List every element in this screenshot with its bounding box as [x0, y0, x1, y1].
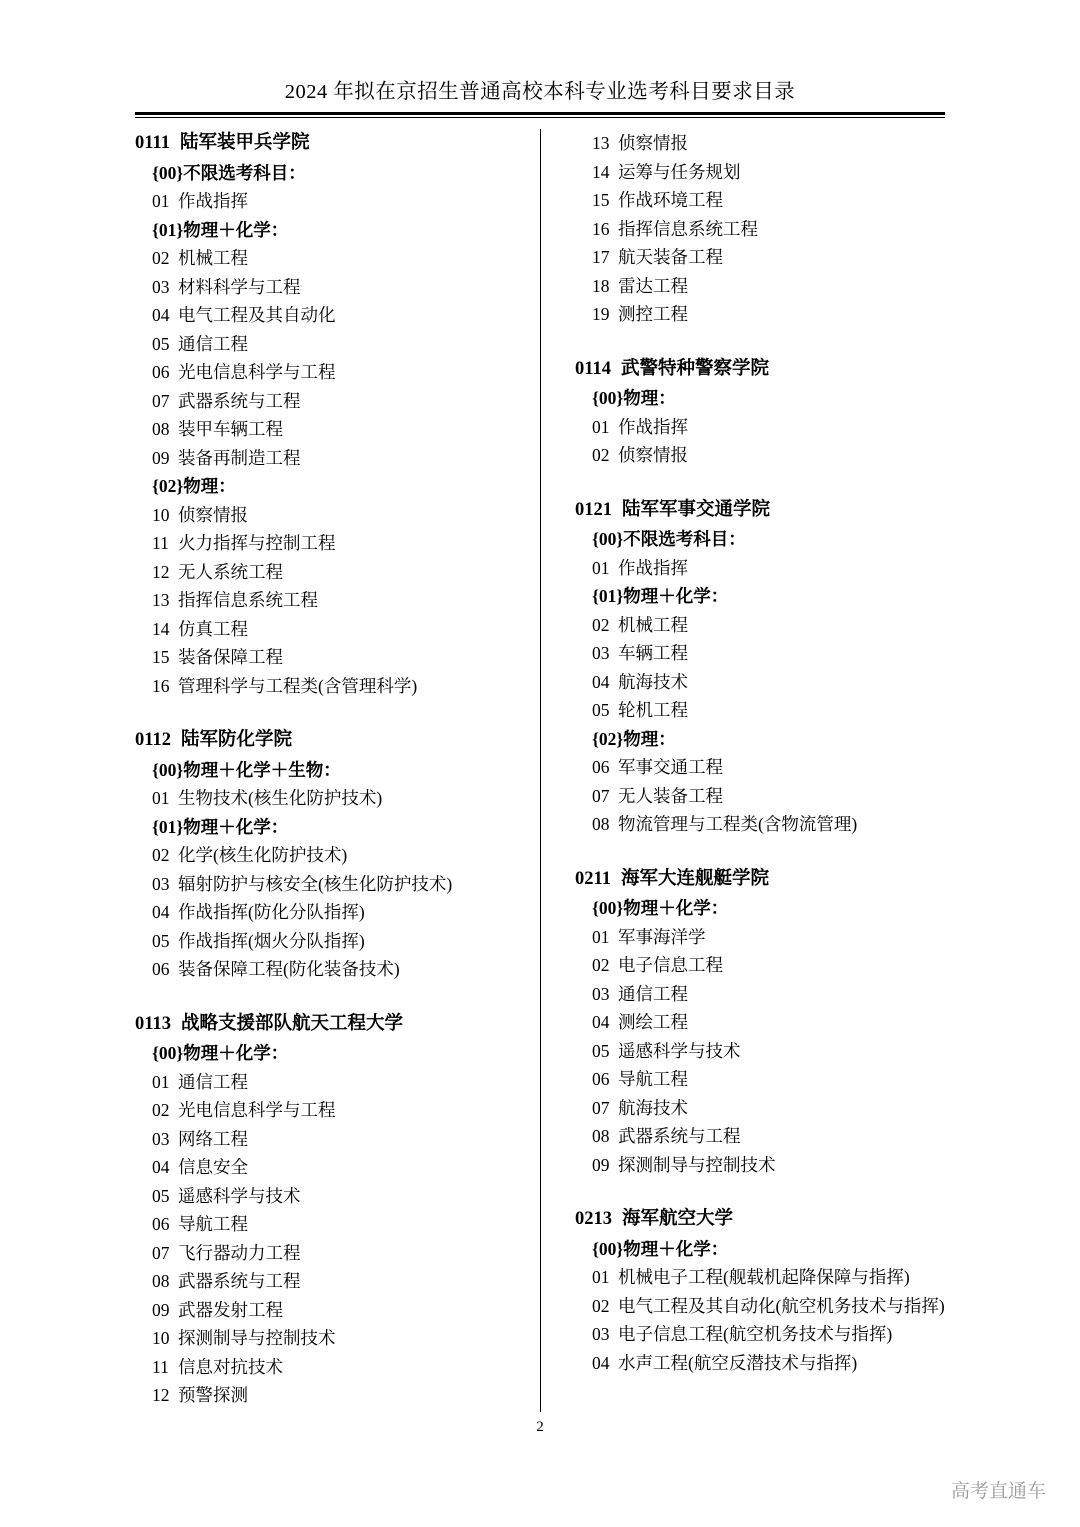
school-code: 0121: [575, 499, 612, 520]
subject-requirement-group: {01}物理＋化学：: [152, 219, 289, 240]
major-item: [575, 186, 945, 215]
major-item: [575, 1094, 945, 1123]
major-number: 08: [592, 1126, 610, 1146]
major-name: 军事海洋学: [618, 926, 706, 947]
major-number: 13: [152, 590, 170, 610]
major-number: 03: [592, 643, 610, 663]
school-name: 陆军装甲兵学院: [179, 133, 310, 153]
major-item: [575, 639, 945, 668]
major-item: [135, 529, 514, 558]
major-item: [135, 1125, 514, 1154]
major-item: [575, 611, 945, 640]
major-name: 运筹与任务规划: [618, 161, 741, 182]
major-number: 03: [592, 983, 610, 1004]
major-name: 军事交通工程: [618, 757, 723, 777]
major-name: 航海技术: [618, 1097, 688, 1118]
major-item: [135, 415, 514, 444]
major-number: 09: [592, 1154, 610, 1175]
major-number: 01: [152, 1071, 170, 1092]
major-name: 作战指挥(防化分队指挥): [178, 902, 365, 922]
major-item: [135, 615, 514, 644]
school-name: 陆军防化学院: [180, 730, 292, 750]
school-heading: [575, 1205, 945, 1234]
school-code: 0111: [135, 133, 170, 153]
major-item: [575, 980, 945, 1009]
major-name: 导航工程: [618, 1069, 688, 1089]
school-name: 陆军军事交通学院: [622, 499, 771, 520]
major-item: [135, 927, 514, 956]
major-name: 探测制导与控制技术: [178, 1328, 336, 1348]
major-item: [575, 1320, 945, 1349]
school-code: 0114: [575, 358, 611, 379]
major-number: 16: [152, 675, 170, 696]
major-number: 03: [592, 1324, 610, 1344]
major-number: 04: [152, 1157, 170, 1177]
major-item: [575, 951, 945, 980]
major-item: [135, 1239, 514, 1268]
major-item: [135, 1182, 514, 1211]
school-heading: [575, 355, 945, 384]
major-item: [135, 1096, 514, 1125]
major-item: [135, 244, 514, 273]
major-item: [575, 1349, 945, 1378]
major-number: 02: [592, 445, 610, 465]
major-name: 航天装备工程: [618, 247, 723, 267]
major-name: 机械工程: [618, 614, 688, 635]
major-name: 生物技术(核生化防护技术): [178, 788, 383, 808]
major-item: [575, 753, 945, 782]
school-name: 战略支援部队航天工程大学: [180, 1013, 403, 1034]
major-item: [575, 1292, 945, 1321]
major-item: [575, 158, 945, 187]
major-number: 04: [592, 1012, 610, 1032]
major-number: 17: [592, 247, 610, 267]
major-item: [575, 129, 945, 158]
major-number: 03: [152, 873, 170, 894]
major-name: 火力指挥与控制工程: [178, 533, 336, 553]
major-name: 探测制导与控制技术: [618, 1154, 776, 1175]
major-name: 作战指挥(烟火分队指挥): [178, 930, 365, 951]
major-number: 14: [152, 618, 170, 639]
major-number: 05: [152, 1185, 170, 1206]
major-number: 05: [592, 1040, 610, 1061]
major-name: 装甲车辆工程: [178, 419, 283, 439]
subject-requirement-group: {00}不限选考科目：: [152, 162, 306, 183]
major-name: 装备保障工程: [178, 647, 283, 667]
school-code: 0113: [135, 1013, 171, 1034]
major-item: [135, 501, 514, 530]
major-number: 03: [152, 1128, 170, 1149]
major-name: 预警探测: [178, 1385, 248, 1405]
major-item: [575, 1065, 945, 1094]
subject-requirement-group: {00}物理＋化学：: [152, 1043, 289, 1063]
major-name: 武器系统与工程: [178, 1271, 301, 1291]
major-name: 航海技术: [618, 671, 688, 692]
major-name: 信息安全: [178, 1157, 248, 1177]
major-number: 06: [152, 362, 170, 382]
major-name: 侦察情报: [618, 133, 688, 153]
major-number: 11: [152, 533, 169, 553]
major-name: 作战指挥: [618, 416, 688, 437]
major-name: 遥感科学与技术: [618, 1040, 741, 1061]
school-block: [575, 355, 945, 470]
subject-requirement-group: {00}不限选考科目：: [592, 529, 746, 549]
major-number: 05: [152, 930, 170, 951]
major-name: 机械工程: [178, 248, 248, 268]
major-name: 通信工程: [618, 983, 688, 1004]
major-name: 指挥信息系统工程: [178, 590, 318, 610]
major-item: [135, 1153, 514, 1182]
major-item: [135, 301, 514, 330]
major-name: 水声工程(航空反潜技术与指挥): [618, 1352, 858, 1373]
school-block: [575, 865, 945, 1180]
major-name: 通信工程: [178, 1071, 248, 1092]
major-number: 11: [152, 1356, 169, 1377]
major-item: [575, 923, 945, 952]
major-name: 作战环境工程: [618, 190, 723, 210]
title-divider: [135, 112, 945, 115]
right-column: [540, 129, 945, 1412]
school-heading: [135, 726, 514, 755]
subject-requirement-group: {02}物理：: [592, 728, 676, 749]
major-name: 信息对抗技术: [178, 1356, 283, 1377]
school-name: 海军大连舰艇学院: [620, 868, 769, 889]
major-name: 作战指挥: [618, 557, 688, 578]
school-code: 0211: [575, 868, 611, 889]
major-item: [135, 643, 514, 672]
major-number: 02: [152, 845, 170, 865]
major-item: [135, 1353, 514, 1382]
major-name: 武器系统与工程: [178, 390, 301, 411]
school-block: [135, 129, 514, 700]
major-number: 02: [592, 955, 610, 975]
major-item: [575, 215, 945, 244]
major-number: 04: [152, 305, 170, 325]
major-name: 武器系统与工程: [618, 1126, 741, 1146]
major-number: 08: [152, 419, 170, 439]
major-number: 08: [592, 814, 610, 834]
page-number: 2: [536, 1419, 544, 1435]
subject-requirement-group: {01}物理＋化学：: [152, 816, 289, 837]
major-name: 无人系统工程: [178, 561, 283, 582]
major-name: 机械电子工程(舰载机起降保障与指挥): [618, 1267, 910, 1287]
major-item: [575, 243, 945, 272]
school-heading: [575, 496, 945, 525]
major-name: 辐射防护与核安全(核生化防护技术): [178, 873, 453, 894]
major-name: 车辆工程: [618, 643, 688, 663]
major-name: 武器发射工程: [178, 1299, 283, 1320]
major-name: 网络工程: [178, 1128, 248, 1149]
major-number: 06: [152, 959, 170, 979]
major-name: 仿真工程: [178, 618, 248, 639]
major-number: 10: [152, 504, 170, 525]
major-item: [135, 387, 514, 416]
major-name: 装备保障工程(防化装备技术): [178, 959, 400, 979]
major-item: [575, 1037, 945, 1066]
major-item: [135, 955, 514, 984]
major-item: [575, 272, 945, 301]
school-heading: [575, 865, 945, 894]
school-name: 武警特种警察学院: [620, 358, 769, 379]
major-name: 测控工程: [618, 304, 688, 324]
major-number: 15: [152, 647, 170, 667]
major-item: [135, 1267, 514, 1296]
major-item: [135, 187, 514, 216]
school-block: [575, 496, 945, 839]
major-name: 电气工程及其自动化(航空机务技术与指挥): [618, 1295, 945, 1316]
major-number: 03: [152, 276, 170, 297]
major-name: 轮机工程: [618, 700, 688, 720]
major-item: [575, 413, 945, 442]
major-number: 02: [152, 248, 170, 268]
school-heading: [135, 1010, 514, 1039]
major-number: 18: [592, 275, 610, 296]
major-number: 02: [592, 1295, 610, 1316]
major-name: 化学(核生化防护技术): [178, 845, 348, 865]
major-number: 01: [592, 1267, 610, 1287]
major-item: [135, 870, 514, 899]
major-name: 通信工程: [178, 333, 248, 354]
major-item: [575, 1122, 945, 1151]
major-item: [135, 358, 514, 387]
major-item: [575, 782, 945, 811]
major-number: 01: [592, 557, 610, 578]
major-number: 16: [592, 218, 610, 239]
major-number: 02: [152, 1100, 170, 1120]
major-number: 01: [152, 788, 170, 808]
school-code: 0112: [135, 730, 171, 750]
major-number: 07: [592, 1097, 610, 1118]
major-name: 作战指挥: [178, 191, 248, 211]
major-name: 光电信息科学与工程: [178, 1100, 336, 1120]
major-item: [575, 441, 945, 470]
major-number: 05: [592, 700, 610, 720]
major-number: 07: [152, 1242, 170, 1263]
major-number: 12: [152, 1385, 170, 1405]
major-item: [135, 784, 514, 813]
subject-requirement-group: {01}物理＋化学：: [592, 586, 729, 606]
major-number: 02: [592, 614, 610, 635]
major-number: 01: [152, 191, 170, 211]
major-number: 15: [592, 190, 610, 210]
major-item: [135, 444, 514, 473]
major-item: [135, 1068, 514, 1097]
school-block: [575, 1205, 945, 1377]
school-name: 海军航空大学: [622, 1209, 734, 1229]
major-item: [575, 554, 945, 583]
school-code: 0213: [575, 1209, 612, 1229]
page-title: 2024 年拟在京招生普通高校本科专业选考科目要求目录: [284, 81, 796, 103]
major-number: 10: [152, 1328, 170, 1348]
major-item: [135, 1381, 514, 1410]
major-item: [135, 1324, 514, 1353]
major-name: 飞行器动力工程: [178, 1242, 301, 1263]
major-item: [135, 586, 514, 615]
major-item: [135, 672, 514, 701]
major-number: 09: [152, 447, 170, 468]
subject-requirement-group: {00}物理＋化学＋生物：: [152, 759, 341, 780]
major-item: [575, 668, 945, 697]
school-heading: [135, 129, 514, 158]
major-name: 光电信息科学与工程: [178, 362, 336, 382]
major-item: [135, 1210, 514, 1239]
major-number: 01: [592, 416, 610, 437]
subject-requirement-group: {00}物理＋化学：: [592, 1238, 729, 1259]
major-item: [575, 1263, 945, 1292]
major-name: 导航工程: [178, 1214, 248, 1234]
major-item: [575, 810, 945, 839]
watermark: 高考直通车: [950, 1481, 1046, 1502]
two-column-body: [135, 129, 945, 1412]
major-item: [135, 898, 514, 927]
major-name: 装备再制造工程: [178, 447, 301, 468]
major-name: 雷达工程: [618, 275, 688, 296]
school-block: [135, 1010, 514, 1410]
major-item: [135, 558, 514, 587]
major-name: 电子信息工程: [618, 955, 723, 975]
major-name: 材料科学与工程: [178, 276, 301, 297]
major-item: [135, 841, 514, 870]
major-item: [135, 273, 514, 302]
left-column: [135, 129, 540, 1412]
major-name: 电子信息工程(航空机务技术与指挥): [618, 1324, 893, 1344]
major-item: [575, 1151, 945, 1180]
major-number: 19: [592, 304, 610, 324]
major-name: 电气工程及其自动化: [178, 305, 336, 325]
major-item: [575, 696, 945, 725]
major-number: 06: [592, 1069, 610, 1089]
major-number: 08: [152, 1271, 170, 1291]
major-item: [575, 300, 945, 329]
major-number: 14: [592, 161, 610, 182]
school-block: [135, 726, 514, 984]
major-number: 04: [592, 671, 610, 692]
major-number: 07: [592, 785, 610, 806]
major-name: 管理科学与工程类(含管理科学): [178, 675, 418, 696]
major-name: 侦察情报: [178, 504, 248, 525]
major-name: 测绘工程: [618, 1012, 688, 1032]
major-number: 01: [592, 926, 610, 947]
major-number: 09: [152, 1299, 170, 1320]
major-item: [135, 1296, 514, 1325]
major-number: 13: [592, 133, 610, 153]
major-number: 06: [592, 757, 610, 777]
subject-requirement-group: {00}物理：: [592, 388, 676, 408]
major-name: 遥感科学与技术: [178, 1185, 301, 1206]
major-name: 物流管理与工程类(含物流管理): [618, 814, 858, 834]
major-name: 无人装备工程: [618, 785, 723, 806]
school-block: [575, 129, 945, 329]
major-number: 06: [152, 1214, 170, 1234]
major-number: 07: [152, 390, 170, 411]
major-number: 05: [152, 333, 170, 354]
major-item: [575, 1008, 945, 1037]
subject-requirement-group: {02}物理：: [152, 476, 236, 496]
major-item: [135, 330, 514, 359]
major-number: 04: [592, 1352, 610, 1373]
major-number: 04: [152, 902, 170, 922]
major-number: 12: [152, 561, 170, 582]
major-name: 侦察情报: [618, 445, 688, 465]
major-name: 指挥信息系统工程: [618, 218, 758, 239]
subject-requirement-group: {00}物理＋化学：: [592, 898, 729, 918]
